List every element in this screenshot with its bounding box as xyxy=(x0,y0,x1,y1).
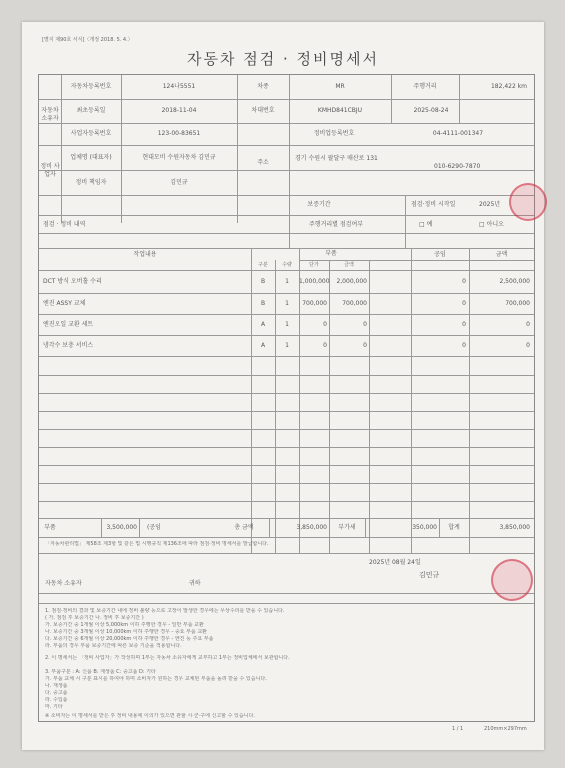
row-item: DCT 방식 오버홀 수리 xyxy=(43,278,102,285)
license-value: 04-4111-001347 xyxy=(432,130,484,137)
warranty-label: 보증기간 xyxy=(307,201,331,208)
row-labor: 0 xyxy=(462,278,466,285)
mechanic-value: 김민규 xyxy=(170,179,188,186)
row-unit: 0 xyxy=(323,342,327,349)
note-item: 가. 부품 교체 시 구분 표시를 하여야 하며 소비자가 원하는 경우 교체된 부품을 돌려 받을 수 있습니다. xyxy=(45,676,267,682)
row-type: B xyxy=(260,278,266,285)
note-item: 3. 부품구분 : A: 신품 B: 재생품 C: 중고품 D: 기타 xyxy=(45,669,156,675)
shop-reg-label: 사업자등록번호 xyxy=(70,130,112,137)
note-item: ( 가. 점검 후 보증기간 나. 정비 후 보증기간 ) xyxy=(45,615,144,621)
address-value: 경기 수원시 팔달구 매산로 131 xyxy=(295,155,378,162)
row-qty: 1 xyxy=(285,342,289,349)
form-frame xyxy=(38,74,535,722)
row-type: A xyxy=(260,342,266,349)
check-label: 점검 · 정비 내역 xyxy=(43,221,86,228)
row-amount: 0 xyxy=(363,321,367,328)
note-item: 라. 수입품 xyxy=(45,697,68,703)
row-type: B xyxy=(260,300,266,307)
reg-no-value: 124나5551 xyxy=(162,83,196,90)
license-label: 정비업등록번호 xyxy=(313,130,355,137)
row-labor: 0 xyxy=(462,342,466,349)
sub-header-type: 구분 xyxy=(258,262,268,268)
note-item: 나. 재생품 xyxy=(45,683,68,689)
model-value: MR xyxy=(335,83,345,90)
row-unit: 700,000 xyxy=(302,300,327,307)
check-option-yes: □ 예 xyxy=(419,221,433,228)
company-seal-bottom xyxy=(491,559,533,601)
mileage-label: 주행거리 xyxy=(413,83,437,90)
shop-section-label: 정비 사업자 xyxy=(40,163,60,178)
row-unit: 0 xyxy=(323,321,327,328)
note-item: ※ 소비자는 이 명세서를 받은 후 정비 내용에 이의가 있으면 관할 시·군·구에 신고할 수 있습니다. xyxy=(45,713,255,719)
note-item: 가. 보증기간 중 1개월 이상 5,000km 이하 주행한 경우 - 일반 부품 교환 xyxy=(45,622,204,628)
first-reg-label: 최초등록일 xyxy=(76,107,106,114)
row-total: 0 xyxy=(526,321,530,328)
first-reg-value: 2018-11-04 xyxy=(161,107,197,114)
row-unit: 1,000,000 xyxy=(299,278,330,285)
note-item: 1. 점검·정비의 결과 및 보증기간 내에 정비 불량 등으로 고장이 발생한 경우에는 무상수리를 받을 수 있습니다. xyxy=(45,608,285,614)
totals-grand-value: 3,850,000 xyxy=(499,524,530,531)
document-sheet xyxy=(22,22,544,750)
sub-header-amount: 금액 xyxy=(344,262,354,268)
totals-sum-value: 3,850,000 xyxy=(296,524,327,531)
sub-header-unit: 단가 xyxy=(309,262,319,268)
totals-vat-value: 350,000 xyxy=(412,524,437,531)
recipient-label: 자동차 소유자 xyxy=(45,580,82,587)
model-label: 차종 xyxy=(257,83,269,90)
company-seal-top xyxy=(509,183,547,221)
mileage-value: 182,422 km xyxy=(490,83,527,90)
page-number: 1 / 1 xyxy=(452,726,464,732)
check-date: 2025-08-24 xyxy=(413,107,449,114)
issue-date: 2025년 08월 24일 xyxy=(369,559,421,566)
sub-header-qty: 수량 xyxy=(282,262,292,268)
row-qty: 1 xyxy=(285,278,289,285)
table-header-amount: 금액 xyxy=(495,251,508,258)
note-item: 나. 보증기간 중 3개월 이상 10,000km 이하 주행한 경우 - 중요 부품 교환 xyxy=(45,629,208,635)
table-header-work: 작업내용 xyxy=(133,251,157,258)
vin-label: 차대번호 xyxy=(251,107,275,114)
row-type: A xyxy=(260,321,266,328)
row-item: 엔진오일 교환 세트 xyxy=(43,321,94,328)
totals-vat-label: 부가세 xyxy=(338,524,356,531)
totals-grand-label: 합계 xyxy=(448,524,460,531)
mechanic-label: 정비 책임자 xyxy=(75,179,107,186)
form-reference: [별지 제90호 서식]〈개정 2018. 5. 4.〉 xyxy=(42,37,133,43)
paper-size: 210mm×297mm xyxy=(484,726,527,732)
check-mileage-label: 주행거리별 점검여부 xyxy=(309,221,364,228)
note-item: 라. 부품의 경우 부품 보증기간에 따른 보증 기준을 적용합니다. xyxy=(45,643,182,649)
row-amount: 700,000 xyxy=(342,300,367,307)
totals-parts-value: 3,500,000 xyxy=(106,524,137,531)
row-item: 냉각수 보충 서비스 xyxy=(43,342,94,349)
row-total: 700,000 xyxy=(505,300,530,307)
row-labor: 0 xyxy=(462,321,466,328)
note-item: 2. 이 명세서는 「정비 사업자」가 작성하며 1부는 자동차 소유자에게 교부하고 1부는 정비업체에서 보관합니다. xyxy=(45,655,290,661)
row-amount: 0 xyxy=(363,342,367,349)
totals-parts-label: 부품 xyxy=(44,524,56,531)
totals-parts-unit: (공임 xyxy=(147,524,161,531)
row-item: 엔진 ASSY 교체 xyxy=(43,300,86,307)
row-total: 2,500,000 xyxy=(499,278,530,285)
shop-name-value: 현대모비 수원자동차 김민규 xyxy=(142,154,216,161)
row-qty: 1 xyxy=(285,321,289,328)
row-labor: 0 xyxy=(462,300,466,307)
shop-reg-value: 123-00-83651 xyxy=(157,130,201,137)
row-amount: 2,000,000 xyxy=(336,278,367,285)
row-total: 0 xyxy=(526,342,530,349)
recipient-suffix: 귀하 xyxy=(189,580,201,587)
date-label: 점검·정비 시작일 xyxy=(411,201,456,208)
table-header-parts: 부품 xyxy=(325,250,337,257)
row-qty: 1 xyxy=(285,300,289,307)
document-title: 자동차 점검 · 정비명세서 xyxy=(187,50,379,68)
totals-sum-label: 총 금액 xyxy=(234,524,254,531)
issuance-note: 「자동차관리법」 제58조 제3항 및 같은 법 시행규칙 제136조에 따라 점검·정비 명세서를 발급합니다. xyxy=(45,541,269,547)
shop-name-label: 업체명 (대표자) xyxy=(70,154,112,161)
reg-no-label: 자동차등록번호 xyxy=(70,83,112,90)
table-header-labor: 공임 xyxy=(434,251,446,258)
signer-name: 김민규 xyxy=(419,571,440,579)
owner-section-label: 자동차 소유자 xyxy=(41,107,59,122)
check-option-no: □ 아니오 xyxy=(479,221,504,228)
shop-phone: 010-6290-7870 xyxy=(434,163,481,170)
date-value: 2025년 xyxy=(479,201,501,208)
note-item: 다. 보증기간 중 6개월 이상 20,000km 이하 주행한 경우 - 엔진 등 주요 부품 xyxy=(45,636,214,642)
note-item: 마. 기타 xyxy=(45,704,63,710)
vin-value: KMHD841CBJU xyxy=(317,107,363,114)
address-label: 주소 xyxy=(257,159,269,166)
note-item: 다. 중고품 xyxy=(45,690,68,696)
